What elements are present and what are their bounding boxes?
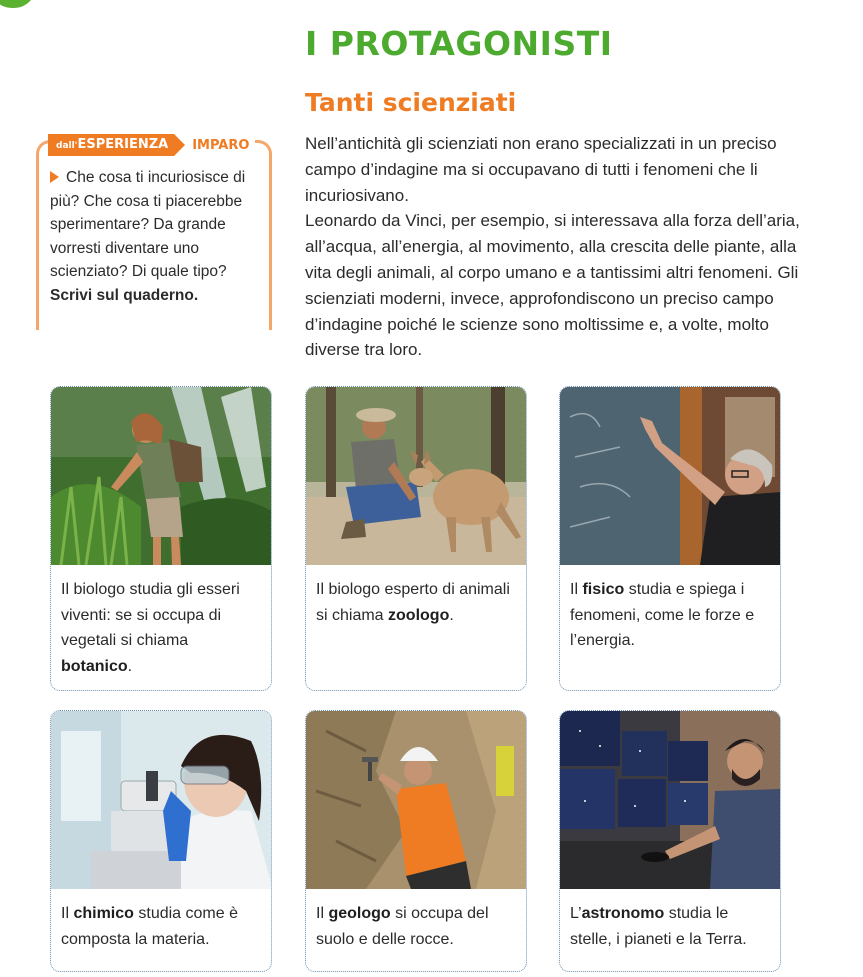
experience-label: IMPARO: [192, 137, 250, 153]
geologist-caption: [306, 889, 526, 960]
geologist-rock-photo: [306, 711, 526, 889]
caption-text: Il biologo esperto di animali si chiama: [316, 581, 510, 624]
astronomer-monitors-photo: [560, 711, 780, 889]
caption-text: studia le stelle, i pianeti e la Terra.: [570, 905, 747, 948]
card-physicist: [559, 386, 781, 691]
caption-text: Il biologo studia gli esseri viventi: se si occupa di vegetali si chiama: [61, 581, 240, 649]
intro-paragraph: Nell’antichità gli scienziati non erano specializzati in un preciso campo d’indagine ma si occupavano di tutti i fenomeni che li incuriosivano. Leonardo da Vinci, per esempio, si interessava alla forza dell’aria, all’acqua, all’energia, al movimento, alla crescita delle piante, alla vita degli animali, al corpo umano e a tantissimi altri fenomeni. Gli scienziati moderni, invece, approfondiscono un preciso campo d’indagine poiché le scienze sono moltissime e, a volte, molto diverse tra loro.: [305, 134, 800, 360]
experience-instruction: Scrivi sul quaderno.: [50, 286, 199, 304]
card-geologist: [305, 710, 527, 972]
caption-keyword: geologo: [328, 905, 391, 922]
caption-text: L’: [570, 905, 582, 922]
caption-text: Il: [61, 905, 74, 922]
caption-keyword: chimico: [73, 905, 134, 922]
caption-text: studia e spiega i fenomeni, come le forze e l’energia.: [570, 581, 755, 649]
experience-question: Che cosa ti incuriosisce di più? Che cosa ti piacerebbe sperimentare? Da grande vorresti diventare uno scienziato? Di quale tipo?: [50, 169, 246, 280]
card-zoologist: [305, 386, 527, 691]
experience-tag-prefix: dall': [56, 141, 78, 151]
caption-text: studia come è composta la materia.: [61, 905, 238, 948]
caption-text: .: [449, 606, 454, 624]
card-astronomer: [559, 710, 781, 972]
experience-header: [48, 134, 255, 156]
physicist-blackboard-photo: [560, 387, 780, 565]
caption-keyword: zoologo: [388, 606, 450, 624]
experience-box: [36, 134, 274, 328]
experience-text: [50, 166, 266, 307]
corner-decoration: [0, 0, 36, 8]
card-chemist: [50, 710, 272, 972]
botanist-caption: [51, 565, 271, 687]
experience-tag: [48, 134, 174, 156]
experience-tag-main: ESPERIENZA: [77, 137, 169, 152]
caption-keyword: botanico: [61, 657, 128, 675]
astronomer-caption: [560, 889, 780, 960]
caption-text: Il: [316, 905, 329, 922]
zoologist-caption: [306, 565, 526, 636]
triangle-bullet-icon: [50, 171, 59, 183]
caption-text: si occupa del suolo e delle rocce.: [316, 905, 489, 948]
caption-text: .: [127, 657, 133, 675]
chemist-caption: [51, 889, 271, 960]
botanist-photo: [51, 387, 271, 565]
card-botanist: [50, 386, 272, 691]
caption-text: Il: [570, 581, 583, 598]
caption-keyword: fisico: [582, 581, 625, 598]
zoologist-kangaroo-photo: [306, 387, 526, 565]
page-title: I PROTAGONISTI: [305, 24, 613, 63]
chemist-microscope-photo: [51, 711, 271, 889]
caption-keyword: astronomo: [581, 905, 665, 922]
page-subtitle: Tanti scienziati: [305, 88, 517, 117]
physicist-caption: [560, 565, 780, 662]
